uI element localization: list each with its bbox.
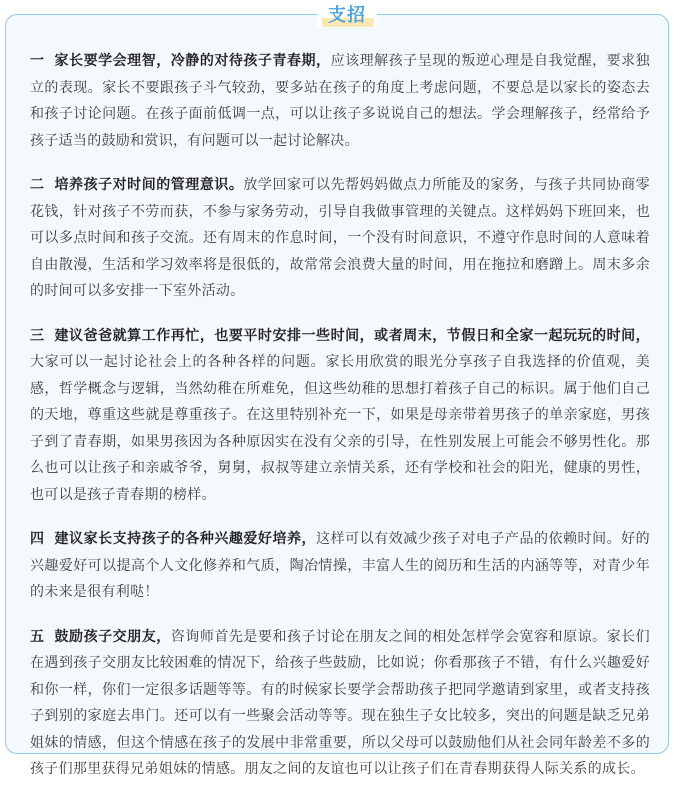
paragraph-text: 大家可以一起讨论社会上的各种各样的问题。家长用欣赏的眼光分享孩子自我选择的价值观，美感，哲学概念与逻辑，当然幼稚在所难免，但这些幼稚的思想打着孩子自己的标识。属于他们自己的天地，尊重这些就是尊重孩子。在这里特别补充一下，如果是母亲带着男孩子的单亲家庭，男孩子到了青春期，如果男孩因为各种原因实在没有父亲的引导，在性别发展上可能会不够男性化。那么也可以让孩子和亲戚爷爷，舅舅，叔叔等建立亲情关系，还有学校和社会的阳光，健康的男性，也可以是孩子青春期的榜样。 [30,354,650,503]
paragraph-1 [30,48,650,154]
paragraph-4 [30,526,650,606]
paragraph-text: 放学回家可以先帮妈妈做点力所能及的家务，与孩子共同协商零花钱，针对孩子不劳而获，不参与家务劳动，引导自我做事管理的关键点。这样妈妈下班回来，也可以多点时间和孩子交流。还有周末的作息时间，一个没有时间意识，不遵守作息时间的人意味着自由散漫，生活和学习效率将是很低的，故常常会浪费大量的时间，用在拖拉和磨蹭上。周末多余的时间可以多安排一下室外活动。 [30,177,650,299]
paragraph-number: 五 [30,628,45,645]
paragraph-heading: 建议家长支持孩子的各种兴趣爱好培养， [54,531,317,547]
paragraph-heading: 家长要学会理智，冷静的对待孩子青春期， [54,53,331,69]
paragraph-heading: 建议爸爸就算工作再忙，也要平时安排一些时间，或者周末，节假日和全家一起玩玩的时间， [54,327,650,344]
paragraph-number: 四 [30,531,45,547]
paragraph-text: 咨询师首先是要和孩子讨论在朋友之间的相处怎样学会宽容和原谅。家长们在遇到孩子交朋友比较困难的情况下，给孩子些鼓励，比如说；你看那孩子不错，有什么兴趣爱好和你一样，你们一定很多话题等等。有的时候家长要学会帮助孩子把同学邀请到家里，或者支持孩子到别的家庭去串门。还可以有一些聚会活动等等。现在独生子女比较多，突出的问题是缺乏兄弟姐妹的情感，但这个情感在孩子的发展中非常重要，所以父母可以鼓励他们从社会同年龄差不多的孩子们那里获得兄弟姐妹的情感。朋友之间的友谊也可以让孩子们在青春期获得人际关系的成长。 [30,628,650,777]
paragraph-2 [30,172,650,305]
paragraph-heading: 鼓励孩子交朋友， [54,628,171,645]
paragraph-number: 一 [30,53,45,69]
paragraph-5 [30,624,650,783]
paragraph-text: 这样可以有效减少孩子对电子产品的依赖时间。好的兴趣爱好可以提高个人文化修养和气质，陶冶情操，丰富人生的阅历和生活的内涵等等，对青少年的未来是很有利哒！ [30,531,650,600]
paragraph-3 [30,323,650,509]
paragraph-number: 二 [30,177,45,193]
paragraph-text: 应该理解孩子呈现的叛逆心理是自我觉醒，要求独立的表现。家长不要跟孩子斗气较劲，要多站在孩子的角度上考虑问题，不要总是以家长的姿态去和孩子讨论问题。在孩子面前低调一点，可以让孩子多说说自己的想法。学会理解孩子，经常给予孩子适当的鼓励和赏识，有问题可以一起讨论解决。 [30,53,650,149]
paragraph-heading: 培养孩子对时间的管理意识。 [54,177,244,193]
section-header [0,0,680,30]
article-body [30,48,650,801]
paragraph-number: 三 [30,327,45,344]
section-title: 支招 [328,5,366,26]
